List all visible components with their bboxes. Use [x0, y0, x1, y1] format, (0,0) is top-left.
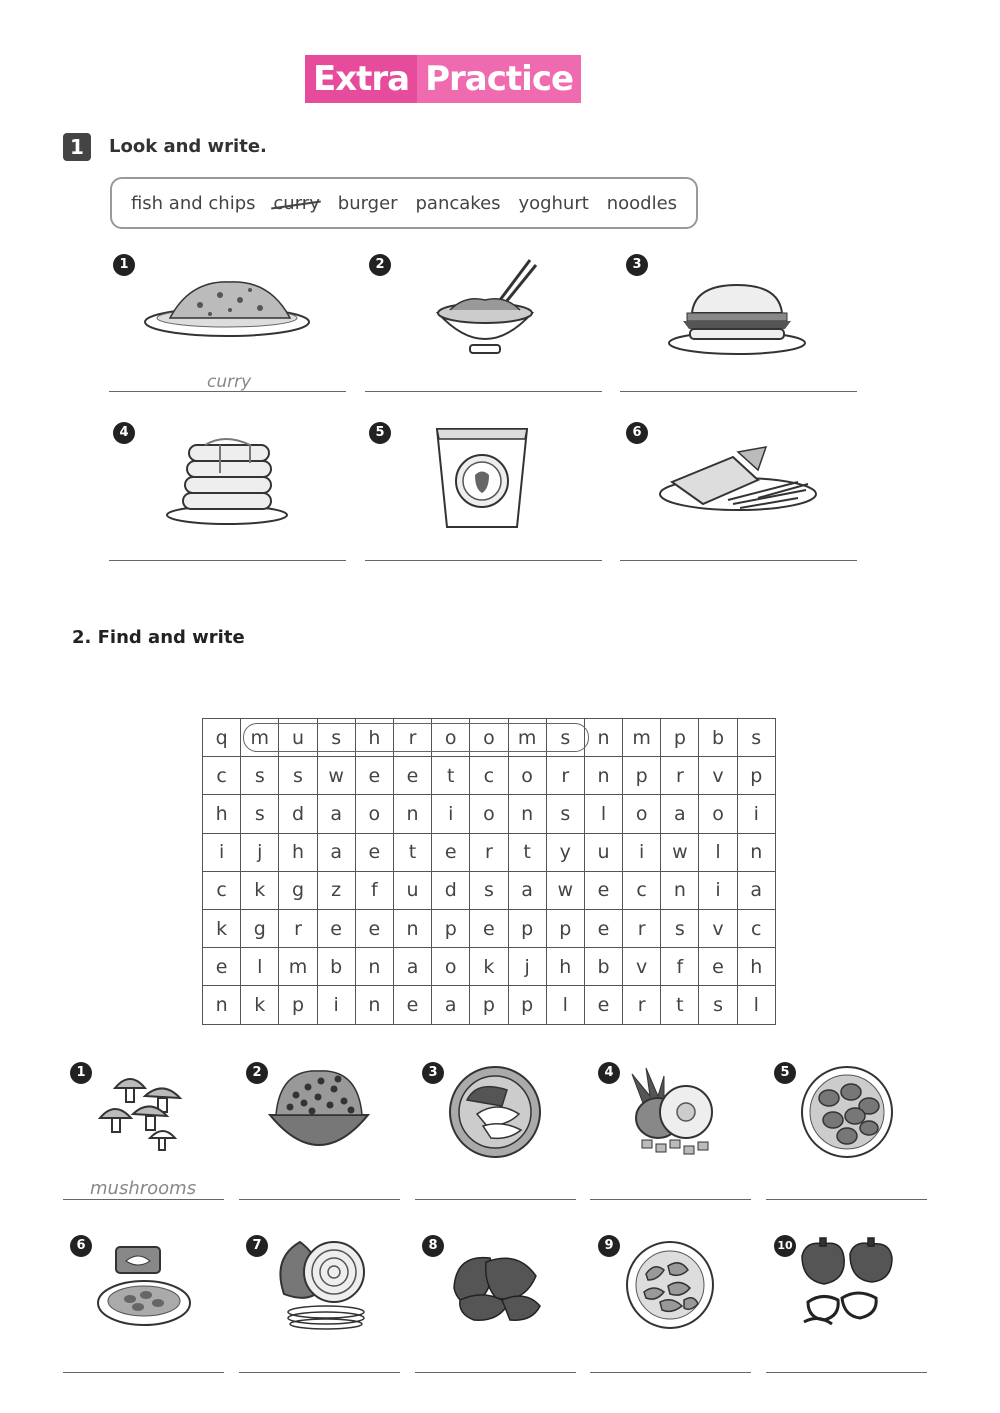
- spinach-icon: [446, 1248, 544, 1324]
- grid-cell[interactable]: r: [546, 757, 584, 795]
- chicken-plate-icon: [447, 1064, 543, 1160]
- item-number: 1: [70, 1062, 92, 1084]
- grid-cell[interactable]: p: [432, 909, 470, 947]
- grid-cell[interactable]: a: [508, 871, 546, 909]
- yoghurt-icon: [433, 423, 531, 533]
- grid-cell[interactable]: s: [241, 757, 279, 795]
- grid-cell[interactable]: t: [432, 757, 470, 795]
- peas-bowl-icon: [266, 1065, 372, 1151]
- grid-cell[interactable]: i: [699, 871, 737, 909]
- grid-cell[interactable]: o: [432, 719, 470, 757]
- grid-cell[interactable]: n: [203, 986, 241, 1024]
- grid-cell[interactable]: i: [317, 986, 355, 1024]
- grid-cell[interactable]: s: [546, 795, 584, 833]
- grid-cell[interactable]: b: [584, 948, 622, 986]
- grid-cell[interactable]: p: [661, 719, 699, 757]
- grid-cell[interactable]: e: [355, 909, 393, 947]
- grid-cell[interactable]: l: [699, 833, 737, 871]
- grid-cell[interactable]: o: [470, 719, 508, 757]
- banner-word-2: Practice: [417, 55, 581, 103]
- word-bank-item: noodles: [606, 192, 678, 214]
- grid-cell[interactable]: e: [317, 909, 355, 947]
- item-number: 6: [70, 1235, 92, 1257]
- grid-cell[interactable]: e: [470, 909, 508, 947]
- grid-cell[interactable]: a: [432, 986, 470, 1024]
- pancakes-icon: [165, 433, 290, 528]
- olives-plate-icon: [799, 1064, 895, 1160]
- grid-cell[interactable]: c: [203, 757, 241, 795]
- grid-cell[interactable]: h: [203, 795, 241, 833]
- noodle-bowl-icon: [430, 255, 540, 360]
- grid-cell[interactable]: r: [623, 986, 661, 1024]
- grid-cell[interactable]: o: [432, 948, 470, 986]
- exercise-2-title: 2. Find and write: [72, 627, 245, 648]
- grid-cell[interactable]: n: [393, 909, 431, 947]
- curry-plate-icon: [140, 270, 315, 345]
- found-word-highlight: [243, 723, 589, 752]
- grid-cell[interactable]: d: [432, 871, 470, 909]
- title-banner: [305, 55, 581, 103]
- grid-cell[interactable]: e: [432, 833, 470, 871]
- item-number: 2: [369, 254, 391, 276]
- grid-cell[interactable]: c: [737, 909, 775, 947]
- grid-row: [203, 948, 776, 986]
- grid-cell[interactable]: p: [737, 757, 775, 795]
- grid-cell[interactable]: s: [737, 719, 775, 757]
- grid-cell[interactable]: e: [584, 909, 622, 947]
- answer-line-ex2-5[interactable]: [766, 1199, 927, 1200]
- word-bank-item: yoghurt: [518, 192, 589, 214]
- grid-row: [203, 833, 776, 871]
- grid-cell[interactable]: s: [470, 871, 508, 909]
- grid-cell[interactable]: p: [279, 986, 317, 1024]
- grid-cell[interactable]: l: [546, 986, 584, 1024]
- grid-cell[interactable]: v: [699, 909, 737, 947]
- grid-cell[interactable]: c: [470, 757, 508, 795]
- answer-text-ex2-1: mushrooms: [90, 1178, 197, 1199]
- grid-cell[interactable]: a: [737, 871, 775, 909]
- grid-cell[interactable]: s: [546, 719, 584, 757]
- burger-icon: [665, 283, 810, 358]
- grid-cell[interactable]: o: [470, 795, 508, 833]
- item-number: 10: [774, 1235, 796, 1257]
- grid-cell[interactable]: m: [241, 719, 279, 757]
- grid-cell[interactable]: e: [393, 986, 431, 1024]
- grid-cell[interactable]: m: [623, 719, 661, 757]
- grid-cell[interactable]: e: [393, 757, 431, 795]
- grid-cell[interactable]: b: [699, 719, 737, 757]
- grid-cell[interactable]: e: [355, 757, 393, 795]
- grid-cell[interactable]: n: [584, 757, 622, 795]
- word-bank-item: pancakes: [415, 192, 501, 214]
- grid-cell[interactable]: i: [737, 795, 775, 833]
- grid-cell[interactable]: l: [584, 795, 622, 833]
- grid-cell[interactable]: j: [508, 948, 546, 986]
- item-number: 6: [626, 422, 648, 444]
- item-number: 9: [598, 1235, 620, 1257]
- grid-cell[interactable]: p: [508, 909, 546, 947]
- answer-line-2[interactable]: [365, 391, 602, 392]
- answer-line-4[interactable]: [109, 560, 346, 561]
- grid-cell[interactable]: s: [279, 757, 317, 795]
- grid-cell[interactable]: y: [546, 833, 584, 871]
- grid-cell[interactable]: i: [623, 833, 661, 871]
- grid-cell[interactable]: m: [279, 948, 317, 986]
- grid-cell[interactable]: t: [393, 833, 431, 871]
- pineapple-icon: [624, 1066, 720, 1160]
- grid-cell[interactable]: s: [699, 986, 737, 1024]
- grid-cell[interactable]: e: [355, 833, 393, 871]
- grid-cell[interactable]: o: [623, 795, 661, 833]
- grid-cell[interactable]: t: [661, 986, 699, 1024]
- grid-cell[interactable]: c: [623, 871, 661, 909]
- grid-cell[interactable]: k: [470, 948, 508, 986]
- grid-cell[interactable]: e: [699, 948, 737, 986]
- word-bank-item: burger: [337, 192, 398, 214]
- word-bank: [110, 177, 698, 229]
- answer-text-1: curry: [207, 372, 252, 392]
- tuna-plate-icon: [94, 1245, 194, 1331]
- grid-cell[interactable]: v: [699, 757, 737, 795]
- item-number: 1: [113, 254, 135, 276]
- grid-cell[interactable]: n: [661, 871, 699, 909]
- grid-cell[interactable]: q: [203, 719, 241, 757]
- word-bank-item-crossed: curry: [273, 192, 320, 214]
- grid-cell[interactable]: i: [203, 833, 241, 871]
- item-number: 4: [113, 422, 135, 444]
- grid-row: [203, 909, 776, 947]
- grid-cell[interactable]: p: [508, 986, 546, 1024]
- item-number: 7: [246, 1235, 268, 1257]
- grid-cell[interactable]: d: [279, 795, 317, 833]
- grid-cell[interactable]: r: [393, 719, 431, 757]
- grid-cell[interactable]: c: [203, 871, 241, 909]
- grid-row: [203, 986, 776, 1024]
- word-search-grid: [202, 718, 776, 1025]
- grid-cell[interactable]: u: [584, 833, 622, 871]
- grid-cell[interactable]: r: [661, 757, 699, 795]
- prawns-plate-icon: [624, 1240, 716, 1330]
- answer-line-ex2-3[interactable]: [415, 1199, 576, 1200]
- item-number: 5: [369, 422, 391, 444]
- grid-cell[interactable]: n: [355, 948, 393, 986]
- grid-cell[interactable]: p: [546, 909, 584, 947]
- banner-word-1: Extra: [305, 55, 417, 103]
- item-number: 8: [422, 1235, 444, 1257]
- peppers-icon: [798, 1236, 898, 1332]
- grid-row: [203, 795, 776, 833]
- answer-line-3[interactable]: [620, 391, 857, 392]
- mushrooms-icon: [95, 1068, 195, 1156]
- fish-and-chips-icon: [658, 442, 820, 517]
- item-number: 3: [626, 254, 648, 276]
- grid-cell[interactable]: e: [584, 871, 622, 909]
- grid-row: [203, 871, 776, 909]
- grid-cell[interactable]: o: [699, 795, 737, 833]
- grid-cell[interactable]: f: [355, 871, 393, 909]
- item-number: 4: [598, 1062, 620, 1084]
- grid-cell[interactable]: h: [355, 719, 393, 757]
- grid-cell[interactable]: r: [279, 909, 317, 947]
- grid-cell[interactable]: r: [623, 909, 661, 947]
- grid-cell[interactable]: m: [508, 719, 546, 757]
- grid-row: [203, 757, 776, 795]
- grid-cell[interactable]: j: [241, 833, 279, 871]
- grid-cell[interactable]: n: [393, 795, 431, 833]
- grid-cell[interactable]: p: [623, 757, 661, 795]
- onion-icon: [270, 1238, 372, 1330]
- grid-cell[interactable]: z: [317, 871, 355, 909]
- grid-cell[interactable]: s: [661, 909, 699, 947]
- item-number: 3: [422, 1062, 444, 1084]
- grid-cell[interactable]: n: [737, 833, 775, 871]
- item-number: 5: [774, 1062, 796, 1084]
- answer-line-ex2-8[interactable]: [415, 1372, 576, 1373]
- word-bank-item: fish and chips: [130, 192, 256, 214]
- grid-cell[interactable]: h: [279, 833, 317, 871]
- grid-cell[interactable]: o: [508, 757, 546, 795]
- grid-cell[interactable]: a: [393, 948, 431, 986]
- grid-cell[interactable]: e: [203, 948, 241, 986]
- answer-line-ex2-1[interactable]: [63, 1199, 224, 1200]
- grid-cell[interactable]: t: [508, 833, 546, 871]
- grid-cell[interactable]: k: [241, 986, 279, 1024]
- grid-cell[interactable]: v: [623, 948, 661, 986]
- answer-line-ex2-7[interactable]: [239, 1372, 400, 1373]
- grid-cell[interactable]: w: [661, 833, 699, 871]
- answer-line-ex2-9[interactable]: [590, 1372, 751, 1373]
- answer-line-5[interactable]: [365, 560, 602, 561]
- answer-line-6[interactable]: [620, 560, 857, 561]
- grid-cell[interactable]: h: [546, 948, 584, 986]
- grid-cell[interactable]: i: [432, 795, 470, 833]
- grid-cell[interactable]: s: [317, 719, 355, 757]
- answer-line-ex2-2[interactable]: [239, 1199, 400, 1200]
- grid-cell[interactable]: s: [241, 795, 279, 833]
- grid-cell[interactable]: k: [241, 871, 279, 909]
- grid-cell[interactable]: l: [241, 948, 279, 986]
- grid-cell[interactable]: g: [279, 871, 317, 909]
- grid-cell[interactable]: b: [317, 948, 355, 986]
- grid-cell[interactable]: r: [470, 833, 508, 871]
- grid-cell[interactable]: n: [584, 719, 622, 757]
- grid-cell[interactable]: a: [661, 795, 699, 833]
- grid-cell[interactable]: a: [317, 795, 355, 833]
- grid-cell[interactable]: u: [279, 719, 317, 757]
- grid-cell[interactable]: g: [241, 909, 279, 947]
- exercise-1-title: Look and write.: [109, 136, 267, 157]
- grid-cell[interactable]: p: [470, 986, 508, 1024]
- exercise-1-number: 1: [63, 133, 91, 161]
- grid-cell[interactable]: o: [355, 795, 393, 833]
- item-number: 2: [246, 1062, 268, 1084]
- grid-cell[interactable]: n: [508, 795, 546, 833]
- answer-line-ex2-4[interactable]: [590, 1199, 751, 1200]
- grid-cell[interactable]: h: [737, 948, 775, 986]
- grid-cell[interactable]: u: [393, 871, 431, 909]
- grid-cell[interactable]: w: [546, 871, 584, 909]
- grid-cell[interactable]: w: [317, 757, 355, 795]
- grid-cell[interactable]: e: [584, 986, 622, 1024]
- grid-cell[interactable]: f: [661, 948, 699, 986]
- grid-cell[interactable]: k: [203, 909, 241, 947]
- answer-line-ex2-10[interactable]: [766, 1372, 927, 1373]
- grid-cell[interactable]: l: [737, 986, 775, 1024]
- grid-cell[interactable]: a: [317, 833, 355, 871]
- grid-cell[interactable]: n: [355, 986, 393, 1024]
- answer-line-ex2-6[interactable]: [63, 1372, 224, 1373]
